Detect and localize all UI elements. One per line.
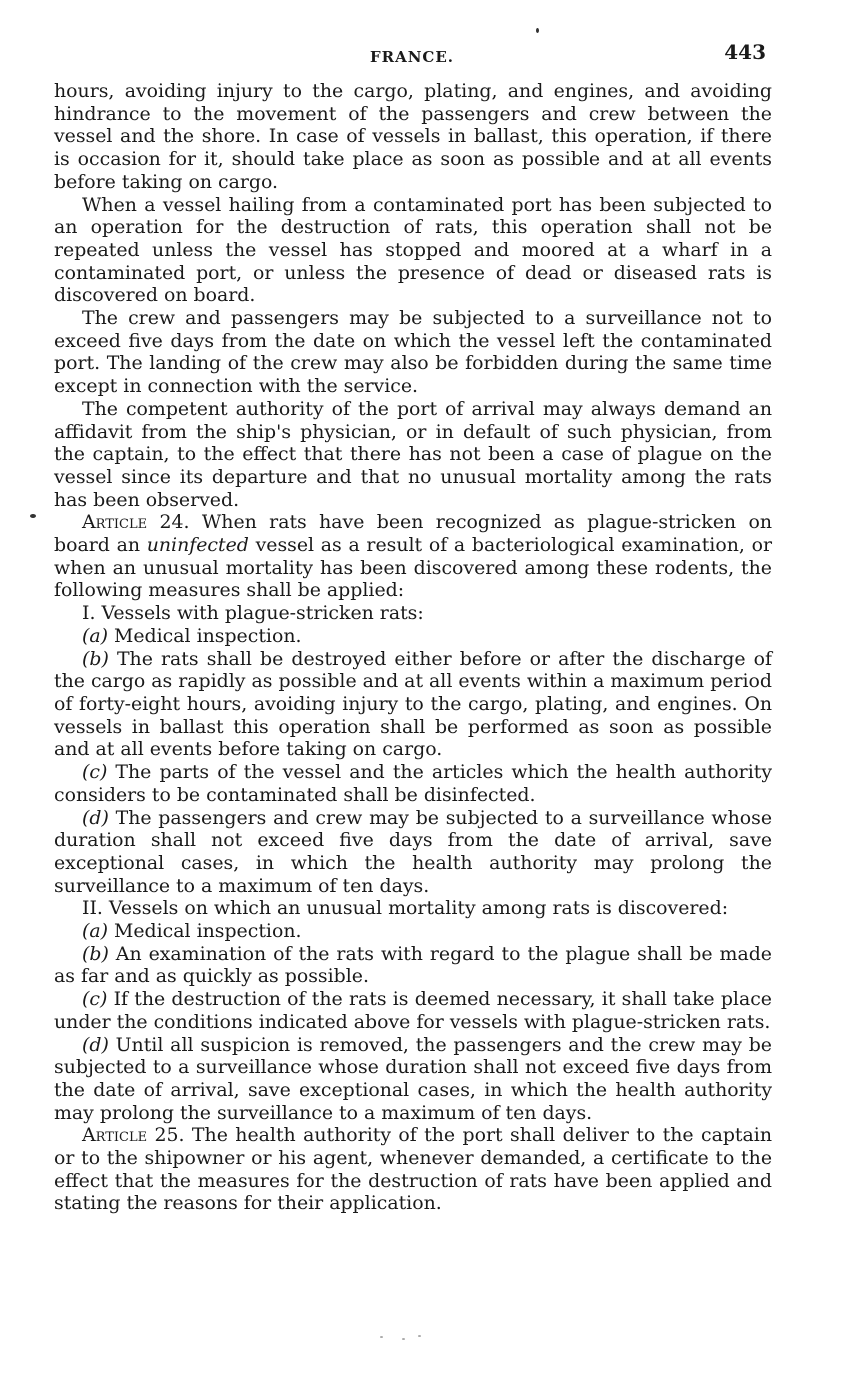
italic-text: (a) bbox=[82, 624, 109, 647]
paragraph bbox=[54, 602, 772, 625]
paragraph-text: If the destruction of the rats is deemed necessary, it shall take place under the conditions indicated above for vessels with plague-stricken rats. bbox=[54, 988, 772, 1033]
italic-text: (d) bbox=[82, 806, 109, 829]
paragraph-text: The passengers and crew may be subjected to a surveillance whose duration shall not exceed five days from the date of arrival, save exceptional cases, in which the health authority may prolong the surveillance to a maximum of ten days. bbox=[54, 806, 772, 897]
speck-mark bbox=[536, 28, 539, 33]
paragraph-text: 25. The health authority of the port shall deliver to the captain or to the shipowner or his agent, whenever demanded, a certificate to the effect that the measures for the destruction of rats have been applied and stating the reasons for their application. bbox=[54, 1124, 772, 1215]
paragraph bbox=[54, 988, 772, 1033]
article-label: Article bbox=[82, 511, 148, 534]
body-text bbox=[54, 80, 772, 1215]
italic-text: (a) bbox=[82, 920, 109, 943]
italic-text: uninfected bbox=[146, 534, 249, 557]
paragraph bbox=[54, 398, 772, 512]
page-number: 443 bbox=[724, 40, 766, 64]
paragraph bbox=[54, 194, 772, 308]
paragraph bbox=[54, 897, 772, 920]
italic-text: (b) bbox=[82, 647, 109, 670]
paragraph bbox=[54, 1034, 772, 1125]
paragraph-text: 24. When rats have been recognized as plague-stricken on board an bbox=[54, 511, 772, 557]
paragraph-text: The competent authority of the port of arrival may always demand an affidavit from the ship's physician, or in default of such physician, from the captain, to the effect that there has not been a case of plague on the vessel since its departure and that no unusual mortality among the rats has been observed. bbox=[54, 397, 772, 511]
paragraph-text: The rats shall be destroyed either before or after the discharge of the cargo as rapidly as possible and at all events within a maximum period of forty-eight hours, avoiding injury to the cargo, plating, and engines. On vessels in ballast this operation shall be performed as soon as possible and at all events before taking on cargo. bbox=[54, 647, 773, 761]
paragraph-text: hours, avoiding injury to the cargo, plating, and engines, and avoiding hindrance to the movement of the passengers and crew between the vessel and the shore. In case of vessels in ballast, this operation, if there is occasion for it, should take place as soon as possible and at all events before taking on cargo. bbox=[54, 80, 772, 193]
paragraph bbox=[54, 761, 772, 806]
paragraph bbox=[54, 80, 772, 194]
paragraph-text: I. Vessels with plague-stricken rats: bbox=[82, 602, 424, 625]
paragraph-text: When a vessel hailing from a contaminated port has been subjected to an operation for the destruction of rats, this operation shall not be repeated unless the vessel has stopped and moored at a wharf in a contaminated port, or unless the presence of dead or diseased rats is discovered on board. bbox=[54, 193, 772, 307]
paragraph bbox=[54, 511, 772, 602]
paragraph-text: II. Vessels on which an unusual mortality among rats is discovered: bbox=[82, 897, 729, 920]
paragraph-text: Until all suspicion is removed, the passengers and the crew may be subjected to a surveillance whose duration shall not exceed five days from the date of arrival, save exceptional cases, in which the health authority may prolong the surveillance to a maximum of ten days. bbox=[54, 1033, 772, 1124]
paragraph bbox=[54, 625, 772, 648]
paragraph bbox=[54, 807, 772, 898]
paragraph-text: The parts of the vessel and the articles which the health authority considers to be contaminated shall be disinfected. bbox=[54, 761, 772, 806]
paragraph bbox=[54, 307, 772, 398]
italic-text: (c) bbox=[82, 988, 108, 1011]
speck-mark bbox=[380, 1336, 383, 1338]
paragraph bbox=[54, 920, 772, 943]
paragraph-text: The crew and passengers may be subjected to a surveillance not to exceed five days from the date on which the vessel left the contaminated port. The landing of the crew may also be forbidden during the same time except in connection with the service. bbox=[54, 307, 772, 398]
paragraph-text: vessel as a result of a bacteriological examination, or when an unusual mortality has been discovered among these rodents, the following measures shall be applied: bbox=[54, 534, 772, 602]
paragraph-text: An examination of the rats with regard to the plague shall be made as far and as quickly as possible. bbox=[54, 942, 772, 988]
italic-text: (b) bbox=[82, 942, 109, 965]
italic-text: (c) bbox=[82, 761, 108, 784]
paragraph-text: Medical inspection. bbox=[108, 624, 302, 647]
speck-mark bbox=[402, 1338, 405, 1340]
speck-mark bbox=[418, 1335, 421, 1337]
paragraph bbox=[54, 648, 772, 762]
article-label: Article bbox=[82, 1124, 148, 1147]
margin-bullet-mark bbox=[30, 514, 36, 518]
italic-text: (d) bbox=[82, 1033, 109, 1056]
page-header bbox=[58, 40, 766, 72]
paragraph-text: Medical inspection. bbox=[108, 920, 302, 943]
running-head: FRANCE. bbox=[369, 48, 455, 66]
paragraph bbox=[54, 943, 772, 988]
paragraph bbox=[54, 1124, 772, 1215]
